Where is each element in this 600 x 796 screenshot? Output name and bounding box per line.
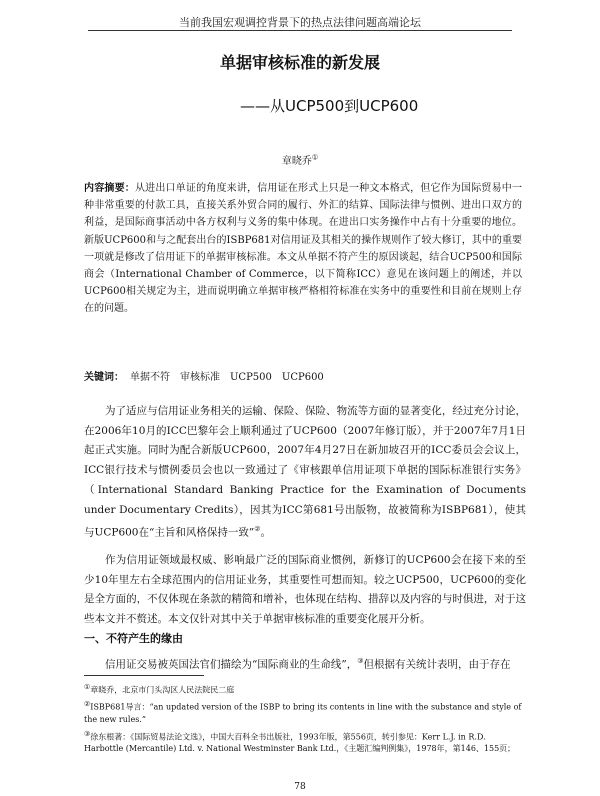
abstract-text: 从进出口单证的角度来讲，信用证在形式上只是一种文本格式，但它作为国际贸易中一种非常重要的付款工具，直接关系外贸合同的履行、外汇的结算、国际法律与惯例、进出口双方的利益，是国际商事活动中各方权利与义务的集中体现。在进出口实务操作中占有十分重要的地位。新版UCP600和与之配套出台的ISBP681对信用证及其相关的操作规则作了较大修订，其中的重要一项就是修改了信用证下的单据审核标准。本文从单据不符产生的原因谈起，结合UCP500和国际商会（International Chamber of Commerce，以下简称ICC）意见在该问题上的阐述，并以UCP600相关规定为主，进而说明确立单据审核严格相符标准在实务中的重要性和目前在规则上存在的问题。 [84, 183, 523, 315]
footnote [84, 729, 526, 755]
author-footnote-mark: ① [311, 153, 319, 162]
author [0, 152, 600, 167]
footnote-mark: ② [84, 700, 91, 709]
abstract [84, 180, 522, 318]
paragraph-1-text: 为了适应与信用证业务相关的运输、保险、保险、物流等方面的显著变化，经过充分讨论，在2006年10月的ICC巴黎年会上顺利通过了UCP600（2007年修订版），并于2007年7月1日起正式实施。同时为配合新版UCP600，2007年4月27日在新加坡召开的ICC委员会会议上，ICC银行技术与惯例委员会也以一致通过了《审核跟单信用证项下单据的国际标准银行实务》（International Standard Banking Practice for the Examination of Documents under Documentary Credits），因其为ICC第681号出版物，故被简称为ISBP681），使其与UCP600在“主旨和风格保持一致” [84, 405, 526, 539]
keywords [84, 368, 522, 383]
footnote [84, 682, 526, 696]
footnote-text: ISBP681导言：“an updated version of the ISBP to bring its contents in line with the substance and style of the new rules.” [84, 703, 522, 724]
keywords-items: 单据不符 审核标准 UCP500 UCP600 [130, 372, 324, 383]
author-name: 章晓乔 [281, 156, 312, 167]
running-header: 当前我国宏观调控背景下的热点法律问题高端论坛 [179, 16, 421, 29]
footnote-rule [84, 675, 204, 676]
footnote [84, 699, 526, 725]
paragraph-1-end: 。 [260, 526, 272, 539]
footnote-mark: ③ [84, 729, 91, 738]
footnote-mark: ① [84, 683, 91, 691]
section-heading-1: 一、不符产生的缘由 [84, 632, 183, 645]
body-paragraph-2: 作为信用证领域最权威、影响最广泛的国际商业惯例，新修订的UCP600会在接下来的至少10年里左右全球范围内的信用证业务，其重要性可想而知。较之UCP500，UCP600的变化是全方面的，不仅体现在条款的精简和增补，也体现在结构、措辞以及内容的与时俱进，对于这些本文并不赘述。本文仅针对其中关于单据审核标准的重要变化展开分析。 [84, 554, 526, 626]
paragraph-3-text: 信用证交易被英国法官们描绘为“国际商业的生命线”， [105, 658, 358, 671]
footnote-text: 章晓乔，北京市门头沟区人民法院民二庭 [90, 685, 235, 695]
header-rule [88, 30, 512, 31]
page-number: 78 [294, 782, 306, 792]
body-paragraph-3 [84, 652, 526, 675]
footnote-mark-3: ③ [357, 657, 364, 665]
footnote-mark-2: ② [254, 525, 261, 534]
keywords-label: 关键词： [84, 372, 124, 383]
paragraph-3-cont: 但根据有关统计表明，由于存在 [363, 658, 511, 671]
body-paragraph-1 [84, 402, 526, 543]
footnote-text: 徐东根著：《国际贸易法论文选》，中国大百科全书出版社，1993年版，第556页，转引参见：Kerr L.J. in R.D. Harbottle (Mercantile) Ltd. v. National Westminster Bank Ltd.，《主题汇编判例集》，1978年，第146、155页； [84, 732, 516, 754]
footnotes [84, 682, 526, 758]
paper-subtitle: ——从UCP500到UCP600 [240, 97, 419, 115]
abstract-label: 内容摘要： [84, 183, 135, 194]
paper-title: 单据审核标准的新发展 [219, 53, 380, 72]
